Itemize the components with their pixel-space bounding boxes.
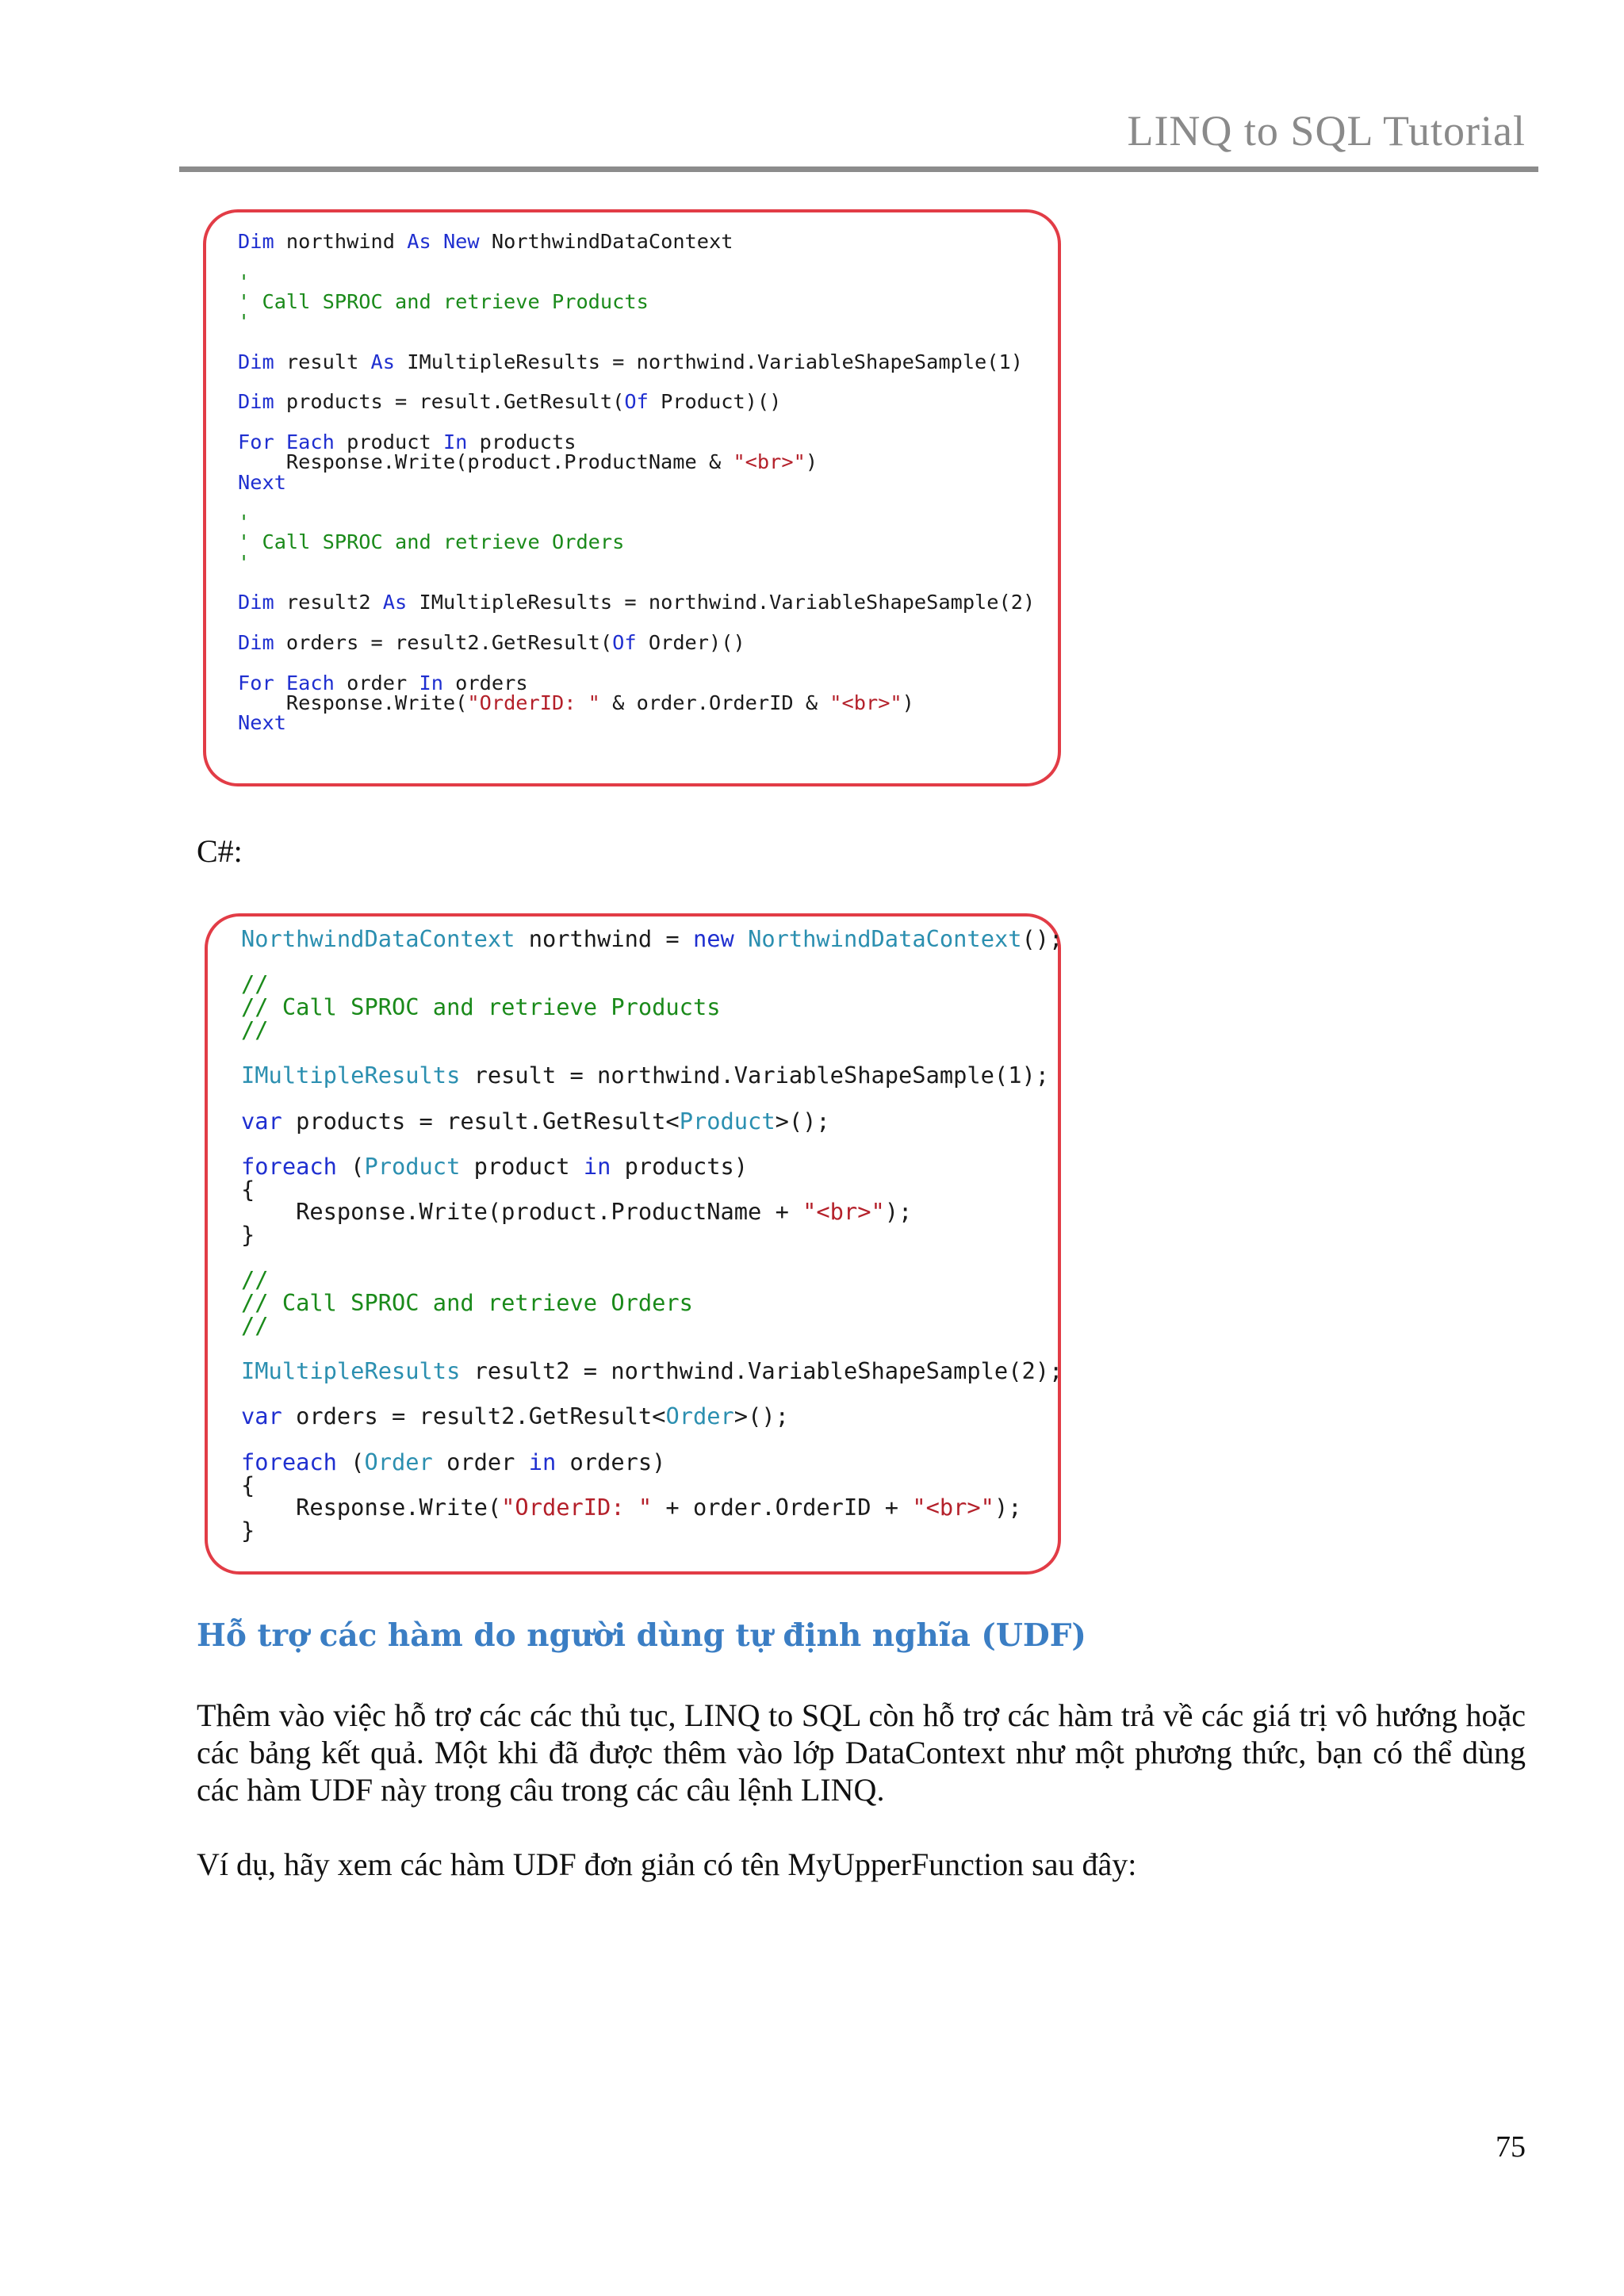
code-line — [241, 993, 1063, 1021]
code-line — [238, 412, 1035, 432]
code-token: ' Call SPROC and retrieve Orders — [238, 530, 625, 554]
code-line — [241, 1289, 1063, 1316]
code-line — [238, 532, 1035, 552]
code-line — [241, 1087, 1063, 1110]
code-token: "<br>" — [733, 450, 806, 474]
code-line — [238, 251, 1035, 271]
code-token: For — [238, 430, 274, 453]
code-line — [241, 1107, 1063, 1135]
code-token: products) — [611, 1152, 749, 1180]
code-token: Dim — [238, 230, 274, 253]
code-token: result2 = northwind.VariableShapeSample(2); — [460, 1357, 1063, 1385]
code-line — [238, 232, 1035, 251]
code-token: // — [241, 970, 269, 998]
code-line — [238, 352, 1035, 372]
code-token: >(); — [733, 1402, 789, 1430]
code-line — [241, 1357, 1063, 1385]
code-token: ) — [805, 450, 818, 474]
code-token: In — [419, 671, 443, 695]
csharp-code-block — [241, 925, 1063, 1544]
code-token: Product — [364, 1152, 461, 1180]
code-token: Dim — [238, 630, 274, 654]
code-token: (); — [1021, 925, 1063, 952]
code-token: NorthwindDataContext — [241, 925, 515, 952]
code-token: IMultipleResults — [241, 1357, 461, 1385]
code-token: ' — [238, 270, 251, 293]
paragraph: Thêm vào việc hỗ trợ các các thủ tục, LINQ to SQL còn hỗ trợ các hàm trả về các giá trị vô hướng hoặc các bảng kết quả. Một khi đã được thêm vào lớp DataContext như một phương thức, bạn có thể dùng các hàm UDF này trong câu trong các câu lệnh LINQ. — [197, 1697, 1526, 1808]
code-token: orders) — [556, 1448, 666, 1475]
code-token: { — [241, 1471, 255, 1498]
code-token: ( — [336, 1152, 365, 1180]
csharp-label: C#: — [197, 833, 243, 869]
code-token: northwind — [274, 230, 408, 253]
code-token: Dim — [238, 591, 274, 614]
code-line — [238, 673, 1035, 693]
code-token: ' — [238, 511, 251, 534]
code-token: Of — [624, 390, 649, 414]
paragraph: Ví dụ, hãy xem các hàm UDF đơn giản có tên MyUpperFunction sau đây: — [197, 1846, 1137, 1882]
code-line — [238, 572, 1035, 592]
code-token: As — [382, 591, 408, 614]
code-token: Order — [364, 1448, 433, 1475]
section-heading: Hỗ trợ các hàm do người dùng tự định nghĩa (UDF) — [197, 1617, 1086, 1654]
code-token: Next — [238, 711, 286, 735]
code-token: "<br>" — [912, 1494, 994, 1521]
code-token: var — [241, 1402, 282, 1430]
code-token: Response.Write( — [238, 691, 468, 714]
code-token: ( — [336, 1448, 365, 1475]
code-token: Product — [679, 1107, 776, 1135]
code-token: result2 — [274, 591, 383, 614]
code-token: ' — [238, 310, 251, 334]
code-token: ' — [238, 550, 251, 574]
code-line — [241, 1198, 1063, 1226]
code-line — [238, 693, 1035, 713]
code-line — [238, 630, 1035, 654]
code-token: "OrderID: " — [501, 1494, 653, 1521]
code-line — [238, 713, 1035, 733]
code-token: orders = result2.GetResult< — [282, 1402, 666, 1430]
code-line — [241, 1064, 1063, 1087]
code-token: } — [241, 1516, 255, 1544]
code-line — [241, 1016, 1063, 1043]
code-token: >(); — [775, 1107, 830, 1135]
code-line — [241, 1220, 1063, 1248]
code-line — [238, 512, 1035, 532]
code-token: IMultipleResults = northwind.VariableShapeSample(2) — [407, 591, 1036, 614]
code-token: IMultipleResults — [241, 1062, 461, 1089]
code-line — [241, 1132, 1063, 1155]
code-token: Response.Write(product.ProductName + — [241, 1198, 803, 1226]
code-line — [241, 1496, 1063, 1519]
code-token: in — [528, 1448, 557, 1475]
code-line — [238, 613, 1035, 633]
code-token: result = northwind.VariableShapeSample(1); — [460, 1062, 1050, 1089]
code-token: & order.OrderID & — [599, 691, 830, 714]
code-line — [241, 925, 1063, 952]
code-token: Each — [285, 430, 335, 453]
code-token: As — [407, 230, 431, 253]
code-line — [241, 1448, 1063, 1475]
code-token: Response.Write( — [241, 1494, 502, 1521]
code-line — [238, 289, 1035, 313]
header-divider — [179, 166, 1538, 172]
code-line — [241, 1337, 1063, 1360]
code-token — [431, 230, 443, 253]
code-token: IMultipleResults = northwind.VariableShapeSample(1) — [395, 350, 1023, 373]
code-token: orders — [442, 671, 528, 695]
code-line — [238, 470, 1035, 494]
code-line — [241, 1428, 1063, 1451]
code-line — [241, 951, 1063, 974]
code-token: product — [334, 430, 443, 453]
code-line — [238, 550, 1035, 574]
code-line — [238, 432, 1035, 452]
code-token: products = result.GetResult< — [282, 1107, 680, 1135]
code-token: Of — [612, 630, 637, 654]
code-token: "<br>" — [829, 691, 902, 714]
code-line — [238, 272, 1035, 292]
code-line — [238, 310, 1035, 334]
code-line — [241, 1402, 1063, 1430]
code-token: northwind = — [515, 925, 693, 952]
code-token: order — [432, 1448, 529, 1475]
code-token: ' Call SPROC and retrieve Products — [238, 289, 649, 313]
code-token: result — [274, 350, 371, 373]
code-line — [238, 652, 1035, 672]
code-line — [238, 452, 1035, 472]
code-token — [734, 925, 748, 952]
code-token: Order)() — [636, 630, 745, 654]
code-token: Dim — [238, 390, 274, 414]
code-token: orders = result2.GetResult( — [274, 630, 613, 654]
code-token: "OrderID: " — [467, 691, 600, 714]
code-token: As — [370, 350, 396, 373]
code-line — [241, 970, 1063, 998]
code-token: product — [460, 1152, 584, 1180]
vb-code-box — [203, 209, 1061, 786]
header-title: LINQ to SQL Tutorial — [1127, 107, 1526, 155]
code-token: NorthwindDataContext — [748, 925, 1022, 952]
code-token: order — [334, 671, 419, 695]
code-line — [241, 1246, 1063, 1269]
code-line — [241, 1471, 1063, 1498]
code-line — [241, 1383, 1063, 1406]
code-line — [241, 1152, 1063, 1180]
code-token: ); — [884, 1198, 913, 1226]
code-token: // — [241, 1266, 269, 1294]
code-line — [241, 1516, 1063, 1544]
code-token: Next — [238, 470, 286, 494]
code-token: Dim — [238, 350, 274, 373]
code-line — [238, 390, 1035, 414]
code-token: in — [583, 1152, 611, 1180]
code-token: NorthwindDataContext — [479, 230, 733, 253]
code-token: } — [241, 1220, 255, 1248]
code-token: products — [467, 430, 576, 453]
code-token: // — [241, 1016, 269, 1043]
code-token: "<br>" — [802, 1198, 885, 1226]
code-token: // — [241, 1311, 269, 1339]
code-line — [238, 592, 1035, 612]
code-token: Each — [285, 671, 335, 695]
code-token: In — [442, 430, 468, 453]
code-token: ); — [994, 1494, 1022, 1521]
code-token: { — [241, 1175, 255, 1203]
page-number: 75 — [1496, 2130, 1526, 2164]
code-token: ) — [902, 691, 914, 714]
code-token: For — [238, 671, 274, 695]
code-token: // Call SPROC and retrieve Products — [241, 993, 721, 1021]
code-token: New — [442, 230, 480, 253]
vb-code-block — [238, 232, 1035, 733]
code-token: foreach — [241, 1152, 337, 1180]
code-line — [238, 372, 1035, 392]
code-line — [241, 1041, 1063, 1064]
code-line — [241, 1266, 1063, 1294]
csharp-code-box — [205, 913, 1061, 1575]
code-line — [241, 1175, 1063, 1203]
code-token: var — [241, 1107, 282, 1135]
code-token: products = result.GetResult( — [274, 390, 625, 414]
code-line — [238, 492, 1035, 512]
code-token: + order.OrderID + — [652, 1494, 913, 1521]
code-line — [241, 1311, 1063, 1339]
code-line — [238, 331, 1035, 351]
code-token: Product)() — [648, 390, 782, 414]
code-token: Order — [665, 1402, 734, 1430]
code-token: Response.Write(product.ProductName & — [238, 450, 733, 474]
code-token: foreach — [241, 1448, 337, 1475]
code-token: // Call SPROC and retrieve Orders — [241, 1289, 693, 1316]
code-token: new — [692, 925, 734, 952]
